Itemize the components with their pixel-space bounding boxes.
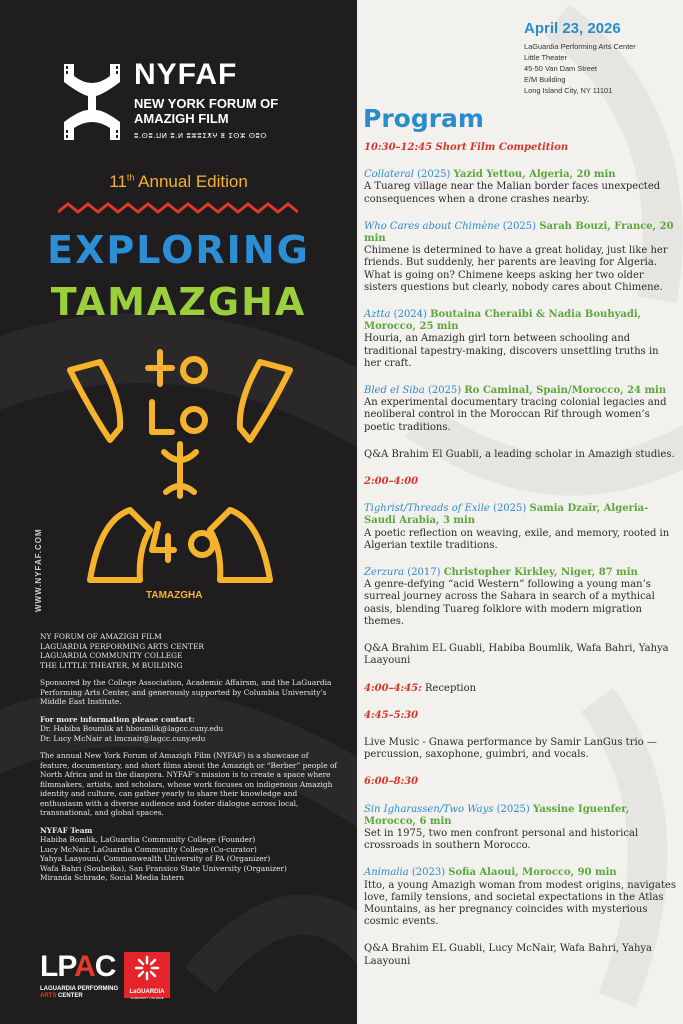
website-link[interactable]: WWW.NYFAF.COM <box>34 528 43 612</box>
team-block <box>40 826 340 883</box>
film-entry: Who Cares about Chimène (2025) Sarah Bouzi, France, 20 min Chimene is determined to have a great holiday, just like her friends. But suddenly, her parents are leaving for Algeria. What is going on? Chimene keeps asking her two older sisters questions but clearly, nobody cares about Chimene. <box>364 220 674 293</box>
film-entry: Tighrist/Threads of Exile (2025) Samia Dzaïr, Algeria-Saudi Arabia, 3 min A poetic reflection on weaving, exile, and memory, rooted in Algerian textile traditions. <box>364 503 670 551</box>
team-member: Miranda Schrade, Social Media Intern <box>40 873 185 882</box>
team-member: Yahya Laayouni, Commonwealth University of PA (Organizer) <box>40 854 271 863</box>
time-slot-heading: 4:45–5:30 <box>364 709 419 721</box>
live-music-text: Live Music - Gnawa performance by Samir LanGus trio — percussion, saxophone, guimbri, and vocals. <box>364 736 657 761</box>
team-member: Wafa Bahri (Soubeika), San Fransico State University (Organizer) <box>40 863 287 873</box>
time-slot-heading: 6:00–8:30 <box>364 776 419 788</box>
film-entry: Sin Igharassen/Two Ways (2025) Yassine Iguenfer, Morocco, 6 min Set in 1975, two men confront personal and historical crossroads in southern Morocco. <box>364 803 639 852</box>
film-entry: Aztta (2024) Boutaina Cheraibi & Nadia Bouhyadi, Morocco, 25 min Houria, an Amazigh girl torn between schooling and traditional tapestry-making, discovers unsettling truths in her craft. <box>364 309 659 369</box>
time-slot-heading: 10:30–12:45 Short Film Competition <box>364 142 569 153</box>
sponsors-text: Sponsored by the College Association, Academic Affairsm, and the LaGuardia Performing Arts Center, and generously supported by Columbia University’s Middle East Institute. <box>40 678 332 706</box>
team-member: Habiba Bomlik, LaGuardia Community College (Founder) <box>40 835 256 844</box>
headline-line-2: TAMAZGHA <box>50 280 307 324</box>
contact-heading: For more information please contact: <box>40 714 195 724</box>
laguardia-burst-icon <box>124 952 170 984</box>
film-entry: Animalia (2023) Sofia Alaoui, Morocco, 90 min Itto, a young Amazigh woman from modest origins, navigates love, family tensions, and societal expectations in the Atlas Mountains, as her pregnancy coincides with mysterious cosmic events. <box>364 867 676 928</box>
venue-address: LaGuardia Performing Arts Center Little Theater 45-50 Van Dam Street E/M Building Long Island City, NY 11101 <box>524 42 636 95</box>
contact-email-mcnair[interactable]: Dr. Lucy McNair at lmcnair@lagcc.cuny.edu <box>40 733 206 743</box>
contact-email-boumlik[interactable]: Dr. Habiba Boumlik at hboumlik@lagcc.cuny.edu <box>40 724 224 733</box>
film-entry: Zerzura (2017) Christopher Kirkley, Niger, 87 min A genre-defying “acid Western” following a young man’s surreal journey across the Sahara in search of a mythical oasis, blending Tuareg folklore with modern migration themes. <box>364 567 655 627</box>
info-section <box>40 632 340 891</box>
nyfaf-logo-icon <box>60 60 124 144</box>
team-heading: NYFAF Team <box>40 825 93 835</box>
qa-session: Q&A Brahim EL Guabli, Habiba Boumlik, Wafa Bahri, Yahya Laayouni <box>364 643 669 667</box>
film-entry: Collateral (2025) Yazid Yettou, Algeria, 20 min A Tuareg village near the Malian border faces unexpected consequences when a drone crashes nearby. <box>364 169 661 205</box>
about-text: The annual New York Forum of Amazigh Film (NYFAF) is a showcase of feature, documentary, and short films about the Amazigh or “Berber” people of North Africa and in the diaspora. NYFAF’s mission is to create a space where filmmakers, artists, and scholars, whose work focuses on indigenous Amazigh identity and culture, can gather yearly to share their knowledge and enthusiasm with a diverse audience and foster dialogue across local, transnational, and global spaces. <box>40 751 338 817</box>
zigzag-divider-decoration <box>58 200 298 216</box>
reception-slot: 4:00–4:45: Reception <box>364 682 477 694</box>
edition-label: 11th Annual Edition <box>109 172 248 191</box>
program-title: Program <box>363 104 484 133</box>
brand-title: NYFAF <box>134 58 238 91</box>
lpac-logo: LPAC <box>40 950 116 983</box>
laguardia-logo: LaGUARDIA COMMUNITY COLLEGE <box>124 952 170 998</box>
time-slot-heading: 2:00–4:00 <box>364 476 419 488</box>
contact-block <box>40 715 340 744</box>
address-block: NY FORUM OF AMAZIGH FILM LAGUARDIA PERFORMING ARTS CENTER LAGUARDIA COMMUNITY COLLEGE THE LITTLE THEATER, M BUILDING <box>40 632 204 670</box>
right-panel <box>357 0 683 1024</box>
qa-session: Q&A Brahim El Guabli, a leading scholar in Amazigh studies. <box>364 448 675 460</box>
program-list <box>364 142 676 968</box>
brand-subtitle: NEW YORK FORUM OF AMAZIGH FILM <box>134 96 279 126</box>
film-entry: Bled el Siba (2025) Ro Caminal, Spain/Morocco, 24 min An experimental documentary tracing colonial legacies and neoliberal control in the Moroccan Rif through women’s poetic traditions. <box>364 385 667 433</box>
qa-session: Q&A Brahim EL Guabli, Lucy McNair, Wafa Bahri, Yahya Laayouni <box>364 943 652 967</box>
lpac-logo-subtitle: LAGUARDIA PERFORMING ARTS CENTER <box>40 986 119 999</box>
sponsor-logos <box>40 950 320 1010</box>
headline-line-1: EXPLORING <box>47 228 310 272</box>
event-date: April 23, 2026 <box>524 20 621 37</box>
tamazgha-glyph-art-icon <box>60 340 300 610</box>
tamazgha-label: TAMAZGHA <box>146 590 203 601</box>
tifinagh-script: ⵓ.ⵙⵓ.ⵡⵍ ⵓ.ⵍ ⵓⵣⵓⵉⵅⵖ ⵟ ⵉⵙⵣ ⵙⵓⵔ <box>134 132 268 140</box>
team-member: Lucy McNair, LaGuardia Community College (Co-curator) <box>40 844 257 854</box>
